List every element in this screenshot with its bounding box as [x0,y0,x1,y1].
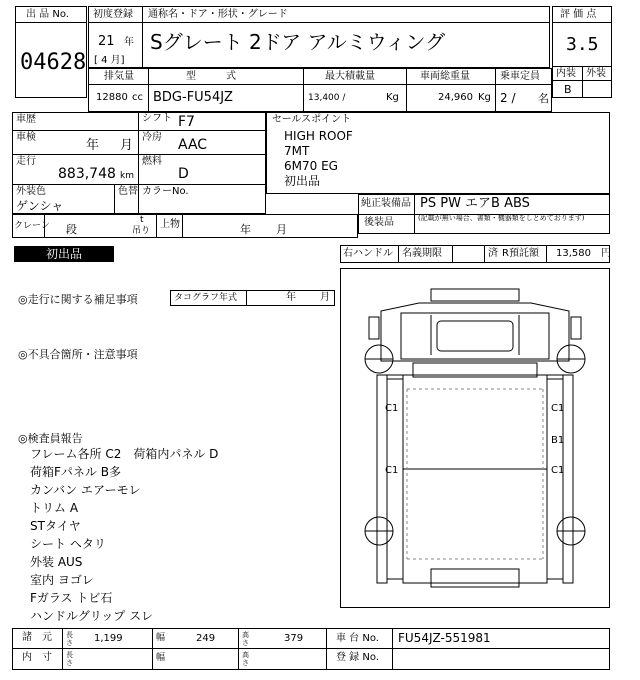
ac-value: AAC [178,137,208,153]
sales-point-2: 7MT [284,144,310,158]
upper-year: 年 [240,223,251,236]
car-name: Sグレート 2ドア アルミウィング [150,30,446,54]
eval-score: 3.5 [566,34,599,55]
lot-number: 04628 [20,50,87,75]
capacity-value: 2 / [500,91,516,105]
dims-label: 諸 元 [22,632,52,643]
recycle-amount: 13,580 [556,248,591,259]
shift-label: シフト [142,113,172,124]
ext-color-value: ゲンシャ [16,199,64,213]
gross-weight-value: 24,960 [438,92,473,103]
inspector-line: STタイヤ [30,519,81,533]
diagram-mark: B1 [551,435,565,446]
displacement-value: 12880 [96,92,128,103]
defects-label: ◎不具合箇所・注意事項 [18,348,138,361]
chassis-value: FU54JZ-551981 [398,631,491,645]
aftermarket-label: 後装品 [364,217,394,228]
right-hand-label: 右ハンドル [343,248,393,259]
inner-width-label: 幅 [156,653,166,663]
interior-grade: B [564,83,572,96]
year-unit: 年 [124,37,134,48]
shift-value: F7 [178,114,195,130]
lot-label: 出 品 No. [26,9,69,20]
tacho-year: 年 [286,292,296,303]
inspection-month: 月 [120,138,134,153]
first-reg-label: 初度登録 [93,9,133,20]
truck-diagram [340,268,610,608]
aftermarket-note: (記載が無い場合、書類・機器類をしとめております) [418,214,585,222]
length-value: 1,199 [94,633,123,644]
inner-length-label: 長さ [66,651,73,667]
height-label: 高さ [242,631,249,647]
max-load-label: 最大積載量 [325,71,375,82]
fuel-value: D [178,166,189,182]
height-value: 379 [284,633,304,644]
mileage-unit: km [120,171,134,181]
inspector-line: フレーム各所 C2 荷箱内パネル D [30,447,219,461]
crane-lift: 吊り [132,226,151,236]
mileage-value: 883,748 [58,166,116,182]
name-change-label: 名義期限 [402,248,442,259]
inspector-line: ハンドルグリップ スレ [30,609,154,623]
sales-point-1: HIGH ROOF [284,129,353,143]
inner-dims-label: 内 寸 [22,652,52,663]
diagram-mark: C1 [551,403,565,414]
tacho-label: タコグラフ年式 [174,293,238,303]
diagram-mark: C1 [551,465,565,476]
crane-stage: 段 [66,223,77,236]
inspection-label: 車検 [16,132,36,143]
gross-weight-unit: Kg [478,92,491,103]
capacity-label: 乗車定員 [500,71,540,82]
mileage-label: 走行 [16,156,36,167]
upper-label: 上物 [160,219,180,230]
gross-weight-label: 車両総重量 [420,71,470,82]
fuel-label: 燃料 [142,156,162,167]
displacement-label: 排気量 [104,71,134,82]
recycle-unit: 円 [601,248,611,259]
sales-point-4: 初出品 [284,174,321,188]
max-load-value: 13,400 / [308,93,346,103]
model-desc-label: 通称名・ドア・形状・グレード [148,9,288,20]
model-code-label: 型 式 [186,71,236,82]
recycle-prefix: 済 [488,248,498,259]
capacity-unit: 名 [538,92,549,105]
reg-no-label: 登 録 No. [336,652,379,663]
upper-month: 月 [276,223,287,236]
length-label: 長さ [66,631,73,647]
inspector-line: トリム A [30,501,79,515]
first-reg-year: 21 [98,34,115,49]
inspector-line: 室内 ヨゴレ [30,573,94,587]
diagram-mark: C1 [385,403,399,414]
truck-outline [341,269,609,607]
diagram-mark: C1 [385,465,399,476]
crane-ton: t [140,215,144,225]
inner-height-label: 高さ [242,651,249,667]
inspection-year: 年 [86,138,100,153]
genuine-label: 純正装備品 [361,198,411,209]
displacement-unit: cc [132,92,143,103]
max-load-unit: Kg [386,92,399,103]
inspector-line: 荷箱Fパネル B多 [30,465,121,479]
width-value: 249 [196,633,216,644]
inspector-line: カンバン エアーモレ [30,483,141,497]
crane-label: クレーン [14,221,50,231]
ext-color-label: 外装色 [16,186,46,197]
crane-box [12,214,358,238]
tacho-month: 月 [320,292,330,303]
chassis-label: 車 台 No. [336,633,379,644]
ac-label: 冷房 [142,132,162,143]
inspector-line: Fガラス トビ石 [30,591,113,605]
exterior-label: 外装 [586,68,606,79]
recycle-label: R預託額 [502,248,539,259]
genuine-value: PS PW エアB ABS [420,196,530,211]
inspector-line: シート ヘタリ [30,537,106,551]
color-change-label: 色替 [118,186,138,197]
eval-label: 評 価 点 [560,9,597,20]
supplement-label: ◎走行に関する補足事項 [18,293,138,306]
width-label: 幅 [156,633,166,643]
first-listing-banner: 初出品 [14,246,114,262]
interior-label: 内装 [556,68,576,79]
sales-point-3: 6M70 EG [284,159,338,173]
model-code-value: BDG-FU54JZ [153,90,233,105]
color-no-label: カラーNo. [142,186,189,197]
inspector-line: 外装 AUS [30,555,83,569]
first-reg-month: [ 4 月] [94,55,125,66]
history-label: 車歴 [16,114,36,125]
inspector-label: ◎検査員報告 [18,432,83,445]
sales-points-label: セールスポイント [272,114,352,125]
